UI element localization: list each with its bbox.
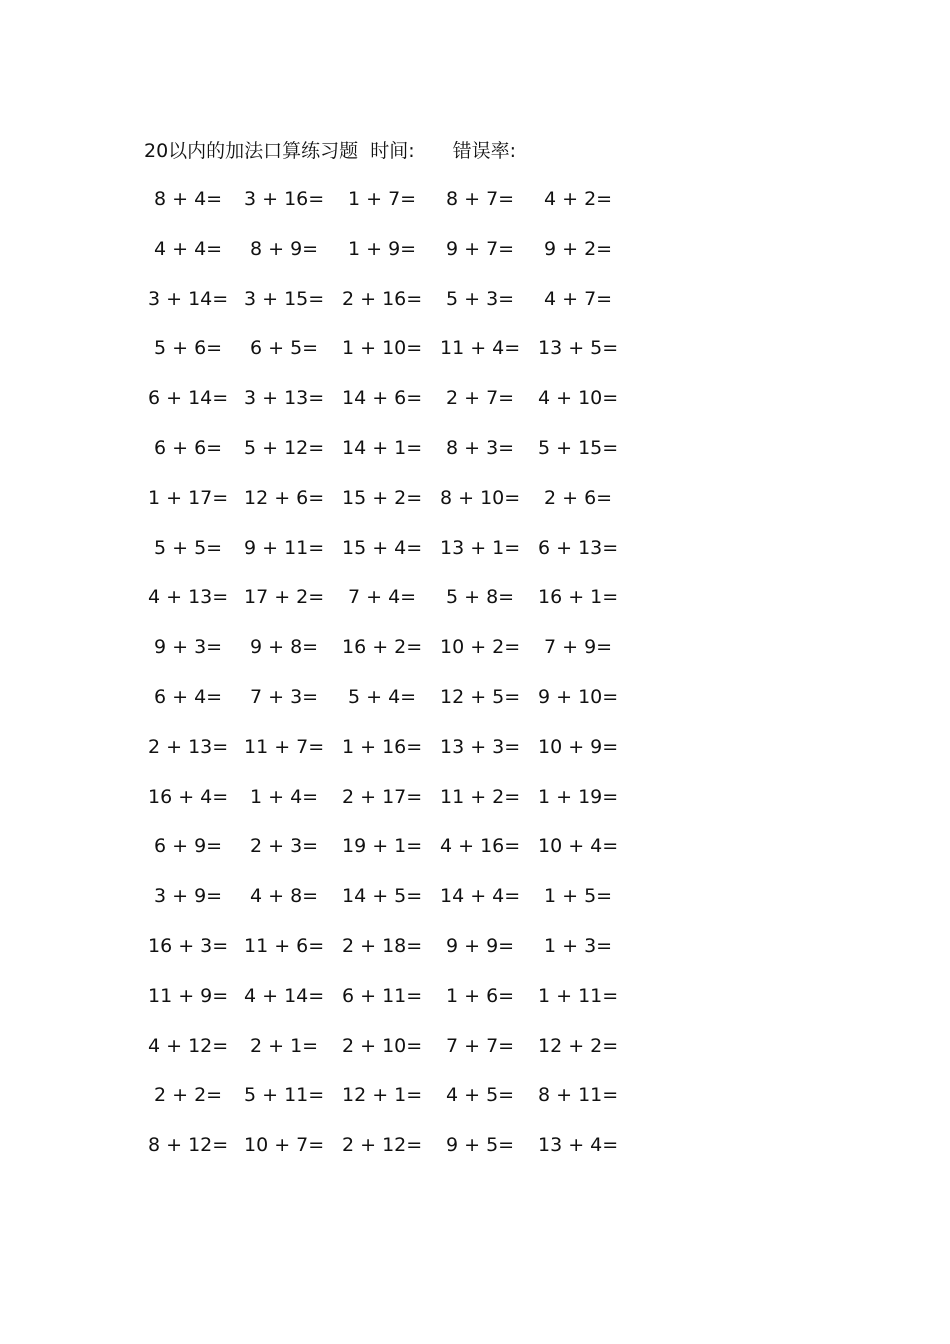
problem-row	[148, 284, 668, 334]
problem-item: 9 + 5=	[446, 1134, 515, 1157]
worksheet-title: 20以内的加法口算练习题	[144, 140, 359, 162]
problem-item: 5 + 4=	[348, 685, 417, 708]
problem-row	[148, 483, 668, 533]
problem-item: 4 + 16=	[440, 835, 521, 858]
problem-item: 6 + 11=	[342, 984, 423, 1007]
problem-item: 9 + 11=	[244, 536, 325, 559]
problem-row	[148, 1080, 668, 1130]
problem-item: 12 + 2=	[538, 1034, 619, 1057]
problem-item: 8 + 12=	[148, 1134, 229, 1157]
time-label: 时间:	[370, 140, 415, 162]
problem-item: 1 + 5=	[544, 885, 613, 908]
problem-item: 9 + 10=	[538, 685, 619, 708]
problem-item: 11 + 9=	[148, 984, 229, 1007]
problem-item: 5 + 8=	[446, 586, 515, 609]
problem-row	[148, 632, 668, 682]
problem-item: 1 + 3=	[544, 934, 613, 957]
problem-item: 1 + 9=	[348, 237, 417, 260]
problem-item: 13 + 5=	[538, 337, 619, 360]
problem-item: 8 + 9=	[250, 237, 319, 260]
problem-item: 2 + 10=	[342, 1034, 423, 1057]
problem-row	[148, 582, 668, 632]
problem-item: 14 + 4=	[440, 885, 521, 908]
problem-row	[148, 831, 668, 881]
problem-item: 1 + 6=	[446, 984, 515, 1007]
problem-item: 2 + 6=	[544, 486, 613, 509]
problem-row	[148, 383, 668, 433]
problem-item: 7 + 9=	[544, 636, 613, 659]
problem-row	[148, 184, 668, 234]
problem-item: 9 + 8=	[250, 636, 319, 659]
problem-item: 8 + 11=	[538, 1084, 619, 1107]
problem-item: 12 + 6=	[244, 486, 325, 509]
problem-item: 15 + 4=	[342, 536, 423, 559]
problem-item: 14 + 1=	[342, 436, 423, 459]
problem-row	[148, 782, 668, 832]
problem-item: 15 + 2=	[342, 486, 423, 509]
problem-item: 5 + 15=	[538, 436, 619, 459]
problem-grid	[148, 184, 668, 1180]
problem-item: 4 + 2=	[544, 188, 613, 210]
problem-item: 2 + 2=	[154, 1084, 223, 1107]
problem-item: 10 + 2=	[440, 636, 521, 659]
problem-item: 4 + 8=	[250, 885, 319, 908]
problem-item: 11 + 2=	[440, 785, 521, 808]
problem-item: 2 + 17=	[342, 785, 423, 808]
problem-item: 19 + 1=	[342, 835, 423, 858]
problem-item: 4 + 14=	[244, 984, 325, 1007]
problem-item: 4 + 7=	[544, 287, 613, 310]
problem-item: 2 + 3=	[250, 835, 319, 858]
problem-item: 4 + 4=	[154, 237, 223, 260]
problem-item: 7 + 3=	[250, 685, 319, 708]
problem-item: 5 + 6=	[154, 337, 223, 360]
problem-item: 4 + 12=	[148, 1034, 229, 1057]
problem-row	[148, 682, 668, 732]
problem-item: 13 + 4=	[538, 1134, 619, 1157]
problem-item: 16 + 3=	[148, 934, 229, 957]
problem-item: 2 + 7=	[446, 387, 515, 410]
problem-item: 14 + 5=	[342, 885, 423, 908]
problem-item: 7 + 4=	[348, 586, 417, 609]
problem-item: 9 + 2=	[544, 237, 613, 260]
problem-row	[148, 1130, 668, 1180]
problem-item: 9 + 3=	[154, 636, 223, 659]
problem-item: 6 + 6=	[154, 436, 223, 459]
problem-row	[148, 732, 668, 782]
problem-row	[148, 931, 668, 981]
problem-item: 8 + 4=	[154, 188, 223, 210]
problem-item: 3 + 9=	[154, 885, 223, 908]
problem-item: 2 + 12=	[342, 1134, 423, 1157]
problem-item: 16 + 2=	[342, 636, 423, 659]
problem-item: 11 + 4=	[440, 337, 521, 360]
problem-item: 3 + 16=	[244, 188, 325, 210]
problem-item: 2 + 13=	[148, 735, 229, 758]
problem-row	[148, 533, 668, 583]
problem-item: 6 + 14=	[148, 387, 229, 410]
problem-item: 4 + 10=	[538, 387, 619, 410]
worksheet-header	[144, 137, 516, 165]
problem-item: 10 + 7=	[244, 1134, 325, 1157]
problem-item: 1 + 10=	[342, 337, 423, 360]
problem-item: 6 + 9=	[154, 835, 223, 858]
problem-item: 10 + 4=	[538, 835, 619, 858]
problem-item: 8 + 7=	[446, 188, 515, 210]
problem-item: 8 + 10=	[440, 486, 521, 509]
problem-item: 8 + 3=	[446, 436, 515, 459]
problem-item: 1 + 4=	[250, 785, 319, 808]
problem-item: 5 + 11=	[244, 1084, 325, 1107]
problem-item: 6 + 13=	[538, 536, 619, 559]
problem-item: 16 + 1=	[538, 586, 619, 609]
problem-item: 5 + 12=	[244, 436, 325, 459]
problem-item: 2 + 18=	[342, 934, 423, 957]
problem-item: 17 + 2=	[244, 586, 325, 609]
problem-item: 7 + 7=	[446, 1034, 515, 1057]
problem-item: 13 + 1=	[440, 536, 521, 559]
problem-item: 1 + 16=	[342, 735, 423, 758]
problem-item: 3 + 14=	[148, 287, 229, 310]
problem-row	[148, 981, 668, 1031]
problem-row	[148, 333, 668, 383]
problem-row	[148, 234, 668, 284]
problem-item: 6 + 4=	[154, 685, 223, 708]
problem-item: 5 + 5=	[154, 536, 223, 559]
problem-item: 6 + 5=	[250, 337, 319, 360]
problem-item: 10 + 9=	[538, 735, 619, 758]
problem-item: 2 + 16=	[342, 287, 423, 310]
problem-item: 1 + 11=	[538, 984, 619, 1007]
problem-item: 4 + 13=	[148, 586, 229, 609]
problem-item: 11 + 7=	[244, 735, 325, 758]
problem-item: 5 + 3=	[446, 287, 515, 310]
problem-row	[148, 1031, 668, 1081]
problem-item: 4 + 5=	[446, 1084, 515, 1107]
problem-item: 2 + 1=	[250, 1034, 319, 1057]
problem-item: 1 + 19=	[538, 785, 619, 808]
problem-item: 16 + 4=	[148, 785, 229, 808]
problem-item: 1 + 17=	[148, 486, 229, 509]
problem-item: 3 + 13=	[244, 387, 325, 410]
problem-item: 12 + 5=	[440, 685, 521, 708]
problem-row	[148, 881, 668, 931]
problem-item: 11 + 6=	[244, 934, 325, 957]
problem-item: 3 + 15=	[244, 287, 325, 310]
problem-row	[148, 433, 668, 483]
problem-item: 14 + 6=	[342, 387, 423, 410]
error-rate-label: 错误率:	[452, 140, 516, 162]
problem-item: 9 + 7=	[446, 237, 515, 260]
problem-item: 12 + 1=	[342, 1084, 423, 1107]
problem-item: 1 + 7=	[348, 188, 417, 210]
problem-item: 13 + 3=	[440, 735, 521, 758]
problem-item: 9 + 9=	[446, 934, 515, 957]
